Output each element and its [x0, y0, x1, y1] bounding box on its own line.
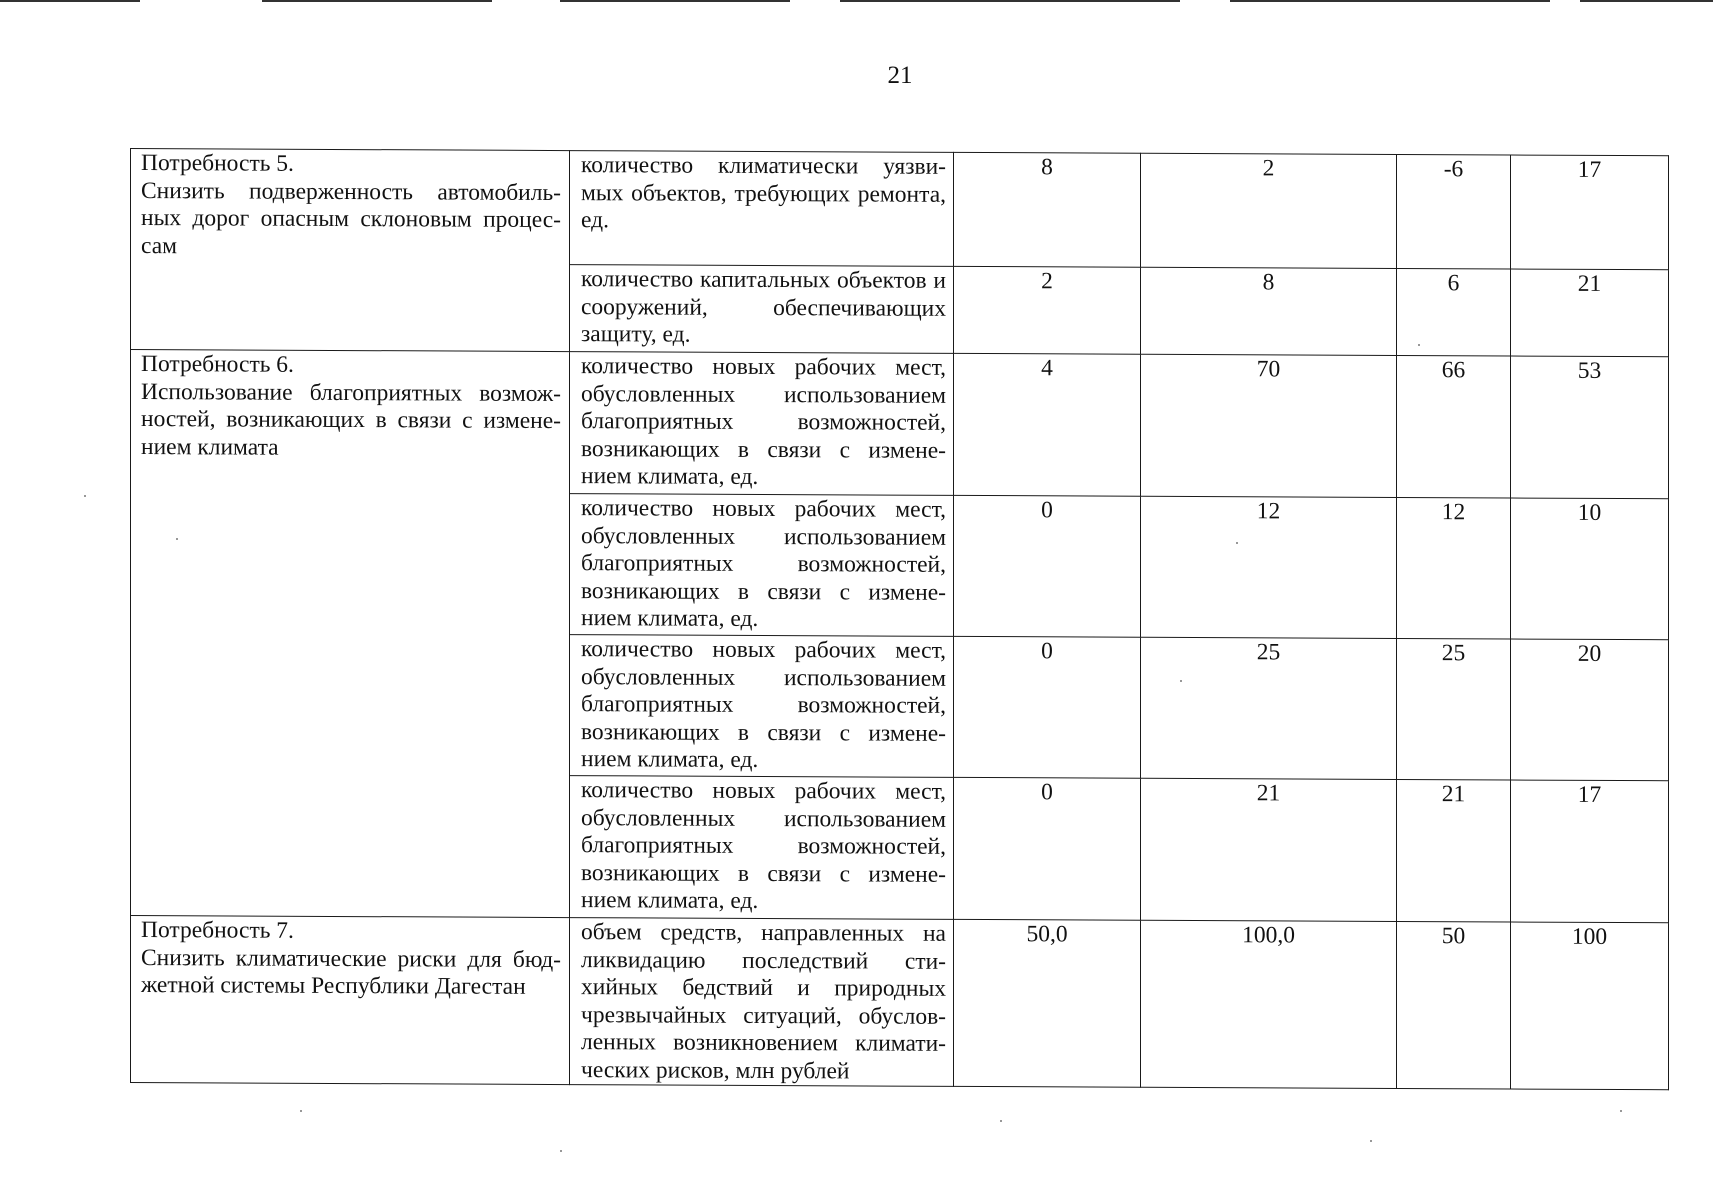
value-cell: 10 [1511, 498, 1669, 640]
value-cell: 0 [954, 495, 1141, 637]
indicator-cell: количество климатически уязви-мых объектов, требующих ремонта, ед. [570, 151, 954, 267]
scan-edge-mark [1580, 0, 1713, 2]
scan-edge-mark [840, 0, 1180, 2]
indicator-cell: количество новых рабочих мест, обусловленных использованием благоприятных возможностей, возникающих в связи с измене-нием климата, ед. [570, 352, 954, 496]
value-cell: 8 [954, 152, 1141, 267]
indicator-cell: объем средств, направленных на ликвидацию последствий сти-хийных бедствий и природных чрезвычайных ситуаций, обуслов-ленных возникновением климати-ческих рисков, млн рублей [570, 918, 954, 1087]
value-cell: 50 [1397, 921, 1511, 1089]
indicator-cell: количество новых рабочих мест, обусловленных использованием благоприятных возможностей, возникающих в связи с измене-нием климата, ед. [570, 776, 954, 920]
indicator-cell: количество новых рабочих мест, обусловленных использованием благоприятных возможностей, возникающих в связи с измене-нием климата, ед. [570, 635, 954, 778]
value-cell: 21 [1141, 778, 1397, 921]
value-cell: 2 [954, 266, 1141, 354]
need-title: Потребность 7. [141, 917, 294, 944]
need-description: Использование благоприятных возмож-ностей, возникающих в связи с измене-нием климата [141, 378, 561, 461]
need-cell [131, 350, 570, 918]
value-cell: 70 [1141, 354, 1397, 497]
need-description: Снизить подверженность автомобиль-ных дорог опасным склоновым процес-сам [141, 177, 561, 259]
scan-speck [1000, 1120, 1002, 1122]
value-cell: 8 [1141, 267, 1397, 355]
need-description: Снизить климатические риски для бюд-жетной системы Республики Дагестан [141, 944, 561, 1000]
scan-speck [300, 1110, 302, 1112]
indicator-cell: количество капитальных объектов и сооружений, обеспечивающих защиту, ед. [570, 265, 954, 354]
value-cell: 100 [1511, 922, 1669, 1090]
scan-speck [1418, 344, 1420, 346]
value-cell: 21 [1397, 779, 1511, 922]
scan-edge-mark [0, 0, 140, 2]
scan-speck [1236, 542, 1238, 544]
value-cell: 66 [1397, 355, 1511, 498]
scan-speck [560, 1150, 562, 1152]
scan-edge-mark [262, 0, 492, 2]
value-cell: 6 [1397, 268, 1511, 356]
need-title: Потребность 6. [141, 351, 294, 378]
value-cell: 2 [1141, 153, 1397, 268]
climate-needs-table [130, 148, 1669, 1090]
value-cell: 12 [1141, 496, 1397, 638]
value-cell: 0 [954, 777, 1141, 920]
scan-speck [1180, 680, 1182, 682]
value-cell: 17 [1511, 780, 1669, 923]
table-row [131, 149, 1669, 270]
value-cell: 50,0 [954, 919, 1141, 1087]
value-cell: 0 [954, 636, 1141, 778]
value-cell: -6 [1397, 154, 1511, 269]
scan-edge-mark [1230, 0, 1550, 2]
table-row [131, 350, 1669, 499]
indicator-cell: количество новых рабочих мест, обусловленных использованием благоприятных возможностей, возникающих в связи с измене-нием климата, ед. [570, 494, 954, 637]
scan-edge-mark [560, 0, 790, 2]
need-title: Потребность 5. [141, 150, 294, 177]
value-cell: 53 [1511, 356, 1669, 499]
scan-speck [1370, 1140, 1372, 1142]
value-cell: 100,0 [1141, 920, 1397, 1088]
value-cell: 25 [1141, 637, 1397, 779]
value-cell: 25 [1397, 638, 1511, 780]
table-row [131, 916, 1669, 1090]
value-cell: 20 [1511, 639, 1669, 781]
scan-speck [1620, 1110, 1622, 1112]
page-number: 21 [887, 62, 913, 89]
scan-speck [176, 538, 178, 540]
value-cell: 21 [1511, 269, 1669, 357]
value-cell: 17 [1511, 155, 1669, 270]
value-cell: 12 [1397, 497, 1511, 639]
need-cell [131, 916, 570, 1085]
scan-speck [84, 495, 86, 497]
value-cell: 4 [954, 353, 1141, 496]
need-cell [131, 149, 570, 352]
